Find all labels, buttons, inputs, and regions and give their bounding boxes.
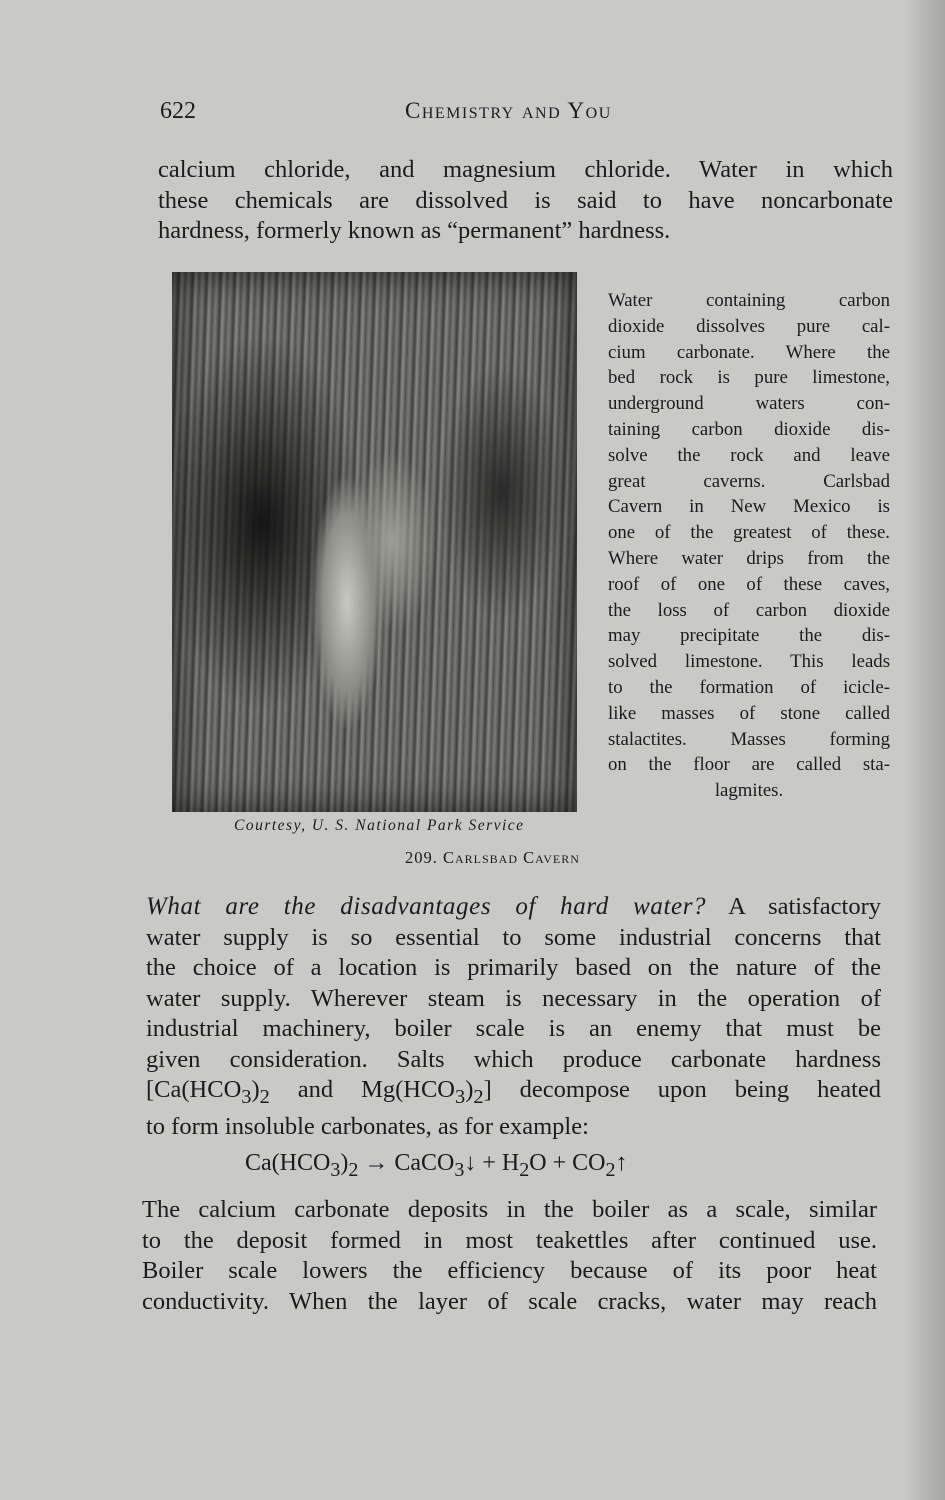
subscript: 3: [455, 1085, 466, 1108]
text-line: industrial machinery, boiler scale is an enemy that must be: [146, 1015, 881, 1042]
equation-term: H: [501, 1150, 520, 1176]
side-text-line: underground waters con-: [608, 393, 890, 415]
side-text-line: great caverns. Carlsbad: [608, 470, 890, 492]
side-text-line: Water containing carbon: [608, 290, 890, 311]
text-line: the choice of a location is primarily based on the nature of the: [146, 954, 881, 981]
precipitate-arrow-icon: ↓: [464, 1150, 477, 1176]
gas-arrow-icon: ↑: [615, 1150, 628, 1176]
page-edge-shadow: [905, 0, 945, 1500]
text-line: Boiler scale lowers the efficiency because of its poor heat: [142, 1257, 877, 1284]
side-text-line: the loss of carbon dioxide: [608, 599, 890, 621]
text-fragment: ): [251, 1076, 260, 1103]
chemical-equation: [245, 1150, 627, 1182]
subscript: 2: [259, 1085, 270, 1108]
side-text-line: dioxide dissolves pure cal-: [608, 315, 890, 337]
text-line: The calcium carbonate deposits in the boiler as a scale, similar: [142, 1196, 877, 1223]
side-text-line: solved limestone. This leads: [608, 651, 890, 673]
carlsbad-cavern-photo: [172, 272, 577, 812]
equation-term: O: [529, 1150, 547, 1176]
side-text-line: bed rock is pure limestone,: [608, 367, 890, 389]
reaction-arrow: →: [358, 1150, 395, 1176]
plus-sign: +: [546, 1150, 573, 1176]
side-text-line: lagmites.: [714, 780, 784, 802]
paragraph-hard-water: [146, 892, 881, 1143]
side-text-line: may precipitate the dis-: [608, 625, 890, 647]
figure-caption: 209. Carlsbad Cavern: [405, 848, 580, 867]
subscript: 3: [454, 1158, 465, 1181]
text-line: given consideration. Salts which produce carbonate hardness: [146, 1045, 881, 1073]
side-text-line: to the formation of icicle-: [608, 676, 890, 698]
text-line: conductivity. When the layer of scale cracks, water may reach: [142, 1287, 877, 1315]
side-text-line: stalactites. Masses forming: [608, 728, 890, 750]
text-line: water supply. Wherever steam is necessary in the operation of: [146, 984, 881, 1012]
side-text-line: taining carbon dioxide dis-: [608, 418, 890, 440]
equation-term: ): [340, 1150, 349, 1176]
text-fragment: ): [465, 1076, 474, 1103]
text-line: water supply is so essential to some industrial concerns that: [146, 923, 881, 951]
text-line: [146, 892, 881, 923]
text-line: calcium chloride, and magnesium chloride. Water in which: [158, 156, 893, 183]
plus-sign: +: [476, 1150, 502, 1176]
subscript: 3: [330, 1158, 341, 1181]
subscript: 2: [348, 1158, 359, 1181]
text-fragment: ] decompose upon being heated: [483, 1076, 882, 1103]
section-question: What are the disadvantages of hard water?: [146, 893, 707, 920]
subscript: 2: [605, 1158, 616, 1181]
formula-text-line: [146, 1075, 881, 1112]
side-text-line: roof of one of these caves,: [608, 573, 890, 595]
text-line: hardness, formerly known as “permanent” hardness.: [158, 217, 671, 244]
equation-term: CaCO: [394, 1150, 455, 1176]
text-fragment: [Ca(HCO: [146, 1076, 242, 1103]
paragraph-boiler-scale: [142, 1195, 877, 1317]
text-line: these chemicals are dissolved is said to have noncarbonate: [158, 186, 893, 214]
figure-credit: Courtesy, U. S. National Park Service: [234, 817, 525, 834]
side-text-line: cium carbonate. Where the: [608, 341, 890, 363]
text-line: to the deposit formed in most teakettles after continued use.: [142, 1226, 877, 1254]
subscript: 2: [519, 1158, 530, 1181]
equation-term: Ca(HCO: [245, 1150, 331, 1176]
paragraph-intro: [158, 155, 893, 247]
side-text-line: one of the greatest of these.: [608, 522, 890, 544]
text-line: to form insoluble carbonates, as for example:: [146, 1113, 589, 1141]
side-text-line: Where water drips from the: [608, 547, 890, 569]
subscript: 3: [241, 1085, 252, 1108]
equation-term: CO: [572, 1150, 606, 1176]
text-fragment: A satisfactory: [706, 893, 882, 920]
page-number: 622: [160, 98, 196, 124]
figure-side-text: [608, 288, 890, 804]
subscript: 2: [473, 1085, 484, 1108]
running-head: Chemistry and You: [405, 98, 612, 123]
side-text-line: Cavern in New Mexico is: [608, 496, 890, 518]
page-header: [160, 98, 880, 132]
side-text-line: solve the rock and leave: [608, 444, 890, 466]
side-text-line: on the floor are called sta-: [608, 754, 890, 776]
text-fragment: and Mg(HCO: [269, 1076, 455, 1103]
side-text-line: like masses of stone called: [608, 702, 890, 724]
